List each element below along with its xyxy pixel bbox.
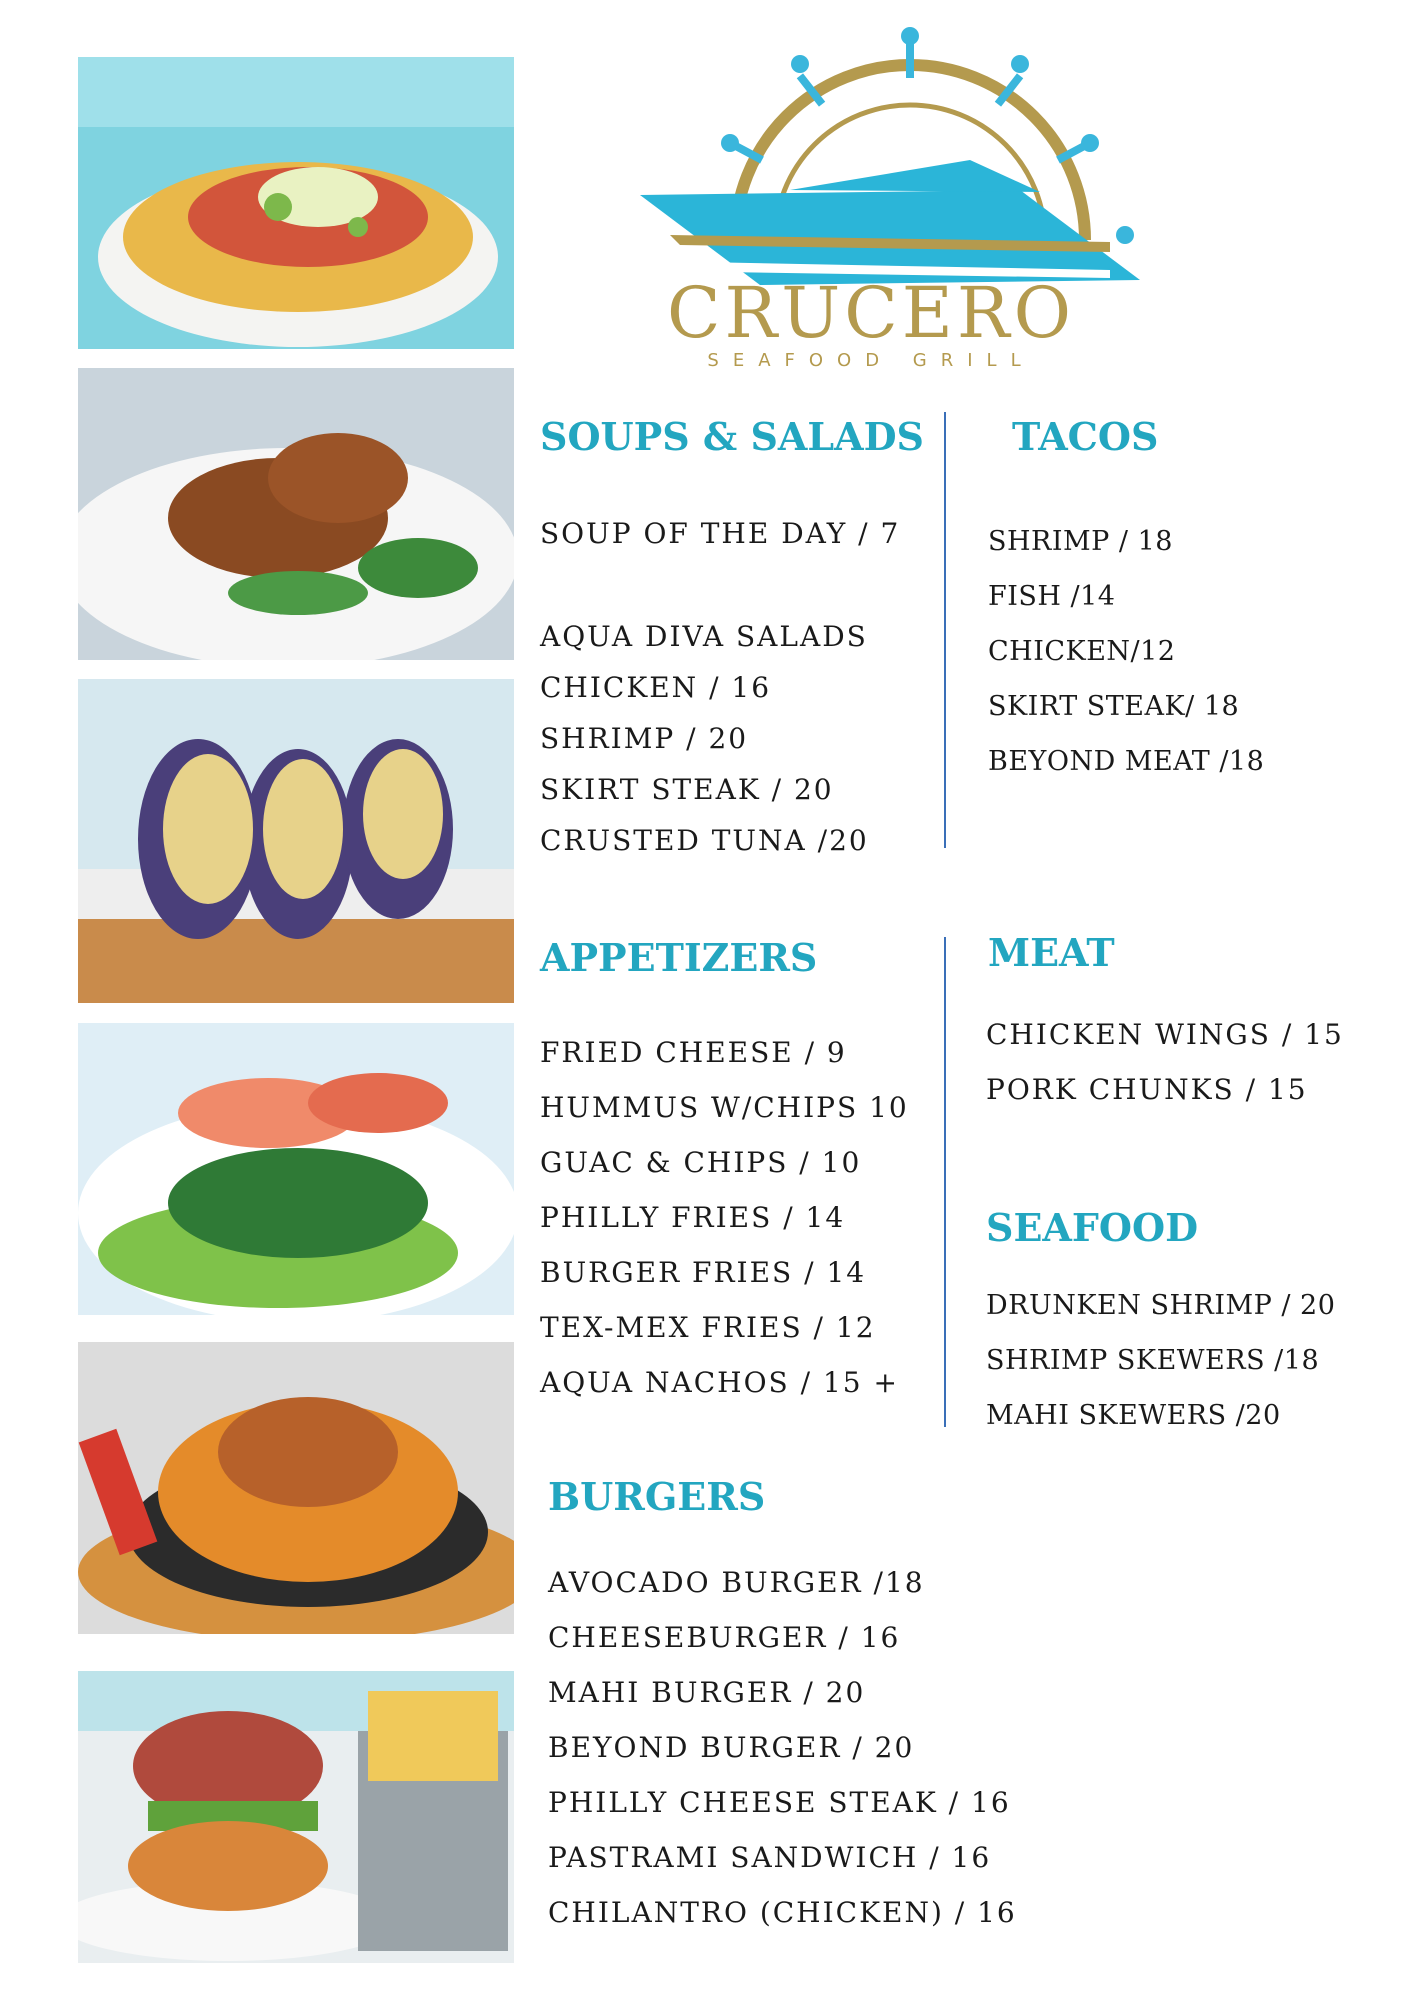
menu-item: HUMMUS W/CHIPS 10 bbox=[540, 1091, 909, 1124]
burger-fries-photo bbox=[78, 1671, 514, 1963]
menu-item: BEYOND MEAT /18 bbox=[988, 746, 1265, 777]
menu-item: BEYOND BURGER / 20 bbox=[548, 1731, 915, 1764]
chicken-wings-photo bbox=[78, 368, 514, 660]
menu-item: CHICKEN/12 bbox=[988, 636, 1176, 667]
menu-item: TEX-MEX FRIES / 12 bbox=[540, 1311, 876, 1344]
menu-item: MAHI SKEWERS /20 bbox=[986, 1400, 1281, 1431]
brand-tagline: SEAFOOD GRILL bbox=[707, 350, 1035, 371]
section-title-meat: MEAT bbox=[988, 930, 1115, 975]
tacos-list bbox=[988, 514, 1264, 789]
menu-item: PHILLY CHEESE STEAK / 16 bbox=[548, 1786, 1011, 1819]
section-title-soups-salads: SOUPS & SALADS bbox=[540, 414, 924, 459]
menu-item: GUAC & CHIPS / 10 bbox=[540, 1146, 862, 1179]
menu-item: SKIRT STEAK / 20 bbox=[540, 773, 834, 806]
section-title-burgers: BURGERS bbox=[548, 1474, 766, 1519]
menu-item: AQUA NACHOS / 15 + bbox=[540, 1366, 899, 1399]
column-divider-top bbox=[944, 412, 946, 848]
menu-item: PORK CHUNKS / 15 bbox=[986, 1073, 1308, 1106]
menu-item: SHRIMP / 20 bbox=[540, 722, 749, 755]
burgers-list bbox=[548, 1555, 1017, 1940]
section-title-tacos: TACOS bbox=[1012, 414, 1159, 459]
section-title-seafood: SEAFOOD bbox=[986, 1205, 1199, 1250]
loaded-fries-photo bbox=[78, 57, 514, 349]
seafood-list bbox=[986, 1278, 1335, 1443]
fish-tacos-photo bbox=[78, 679, 514, 1003]
menu-item: BURGER FRIES / 14 bbox=[540, 1256, 867, 1289]
menu-item: MAHI BURGER / 20 bbox=[548, 1676, 866, 1709]
column-divider-bottom bbox=[944, 937, 946, 1427]
menu-item: AQUA DIVA SALADS bbox=[540, 620, 868, 653]
menu-item: CHEESEBURGER / 16 bbox=[548, 1621, 901, 1654]
menu-item: SHRIMP / 18 bbox=[988, 526, 1173, 557]
menu-item: CRUSTED TUNA /20 bbox=[540, 824, 869, 857]
menu-item: PASTRAMI SANDWICH / 16 bbox=[548, 1841, 992, 1874]
menu-item: AVOCADO BURGER /18 bbox=[548, 1566, 925, 1599]
menu-item: FISH /14 bbox=[988, 581, 1116, 612]
menu-item: CHICKEN / 16 bbox=[540, 671, 772, 704]
menu-item: SKIRT STEAK/ 18 bbox=[988, 691, 1240, 722]
menu-item: PHILLY FRIES / 14 bbox=[540, 1201, 846, 1234]
meat-list bbox=[986, 1007, 1344, 1117]
menu-item: CHICKEN WINGS / 15 bbox=[986, 1018, 1344, 1051]
menu-item: CHILANTRO (CHICKEN) / 16 bbox=[548, 1896, 1017, 1929]
nachos-photo bbox=[78, 1342, 514, 1634]
menu-item: FRIED CHEESE / 9 bbox=[540, 1036, 847, 1069]
shrimp-skewers-photo bbox=[78, 1023, 514, 1315]
soups-salads-list bbox=[540, 509, 900, 866]
menu-item: SOUP OF THE DAY / 7 bbox=[540, 517, 901, 550]
menu-item: DRUNKEN SHRIMP / 20 bbox=[986, 1290, 1336, 1321]
appetizers-list bbox=[540, 1025, 909, 1410]
brand-name: CRUCERO bbox=[666, 272, 1075, 354]
menu-item: SHRIMP SKEWERS /18 bbox=[986, 1345, 1320, 1376]
section-title-appetizers: APPETIZERS bbox=[540, 935, 818, 980]
